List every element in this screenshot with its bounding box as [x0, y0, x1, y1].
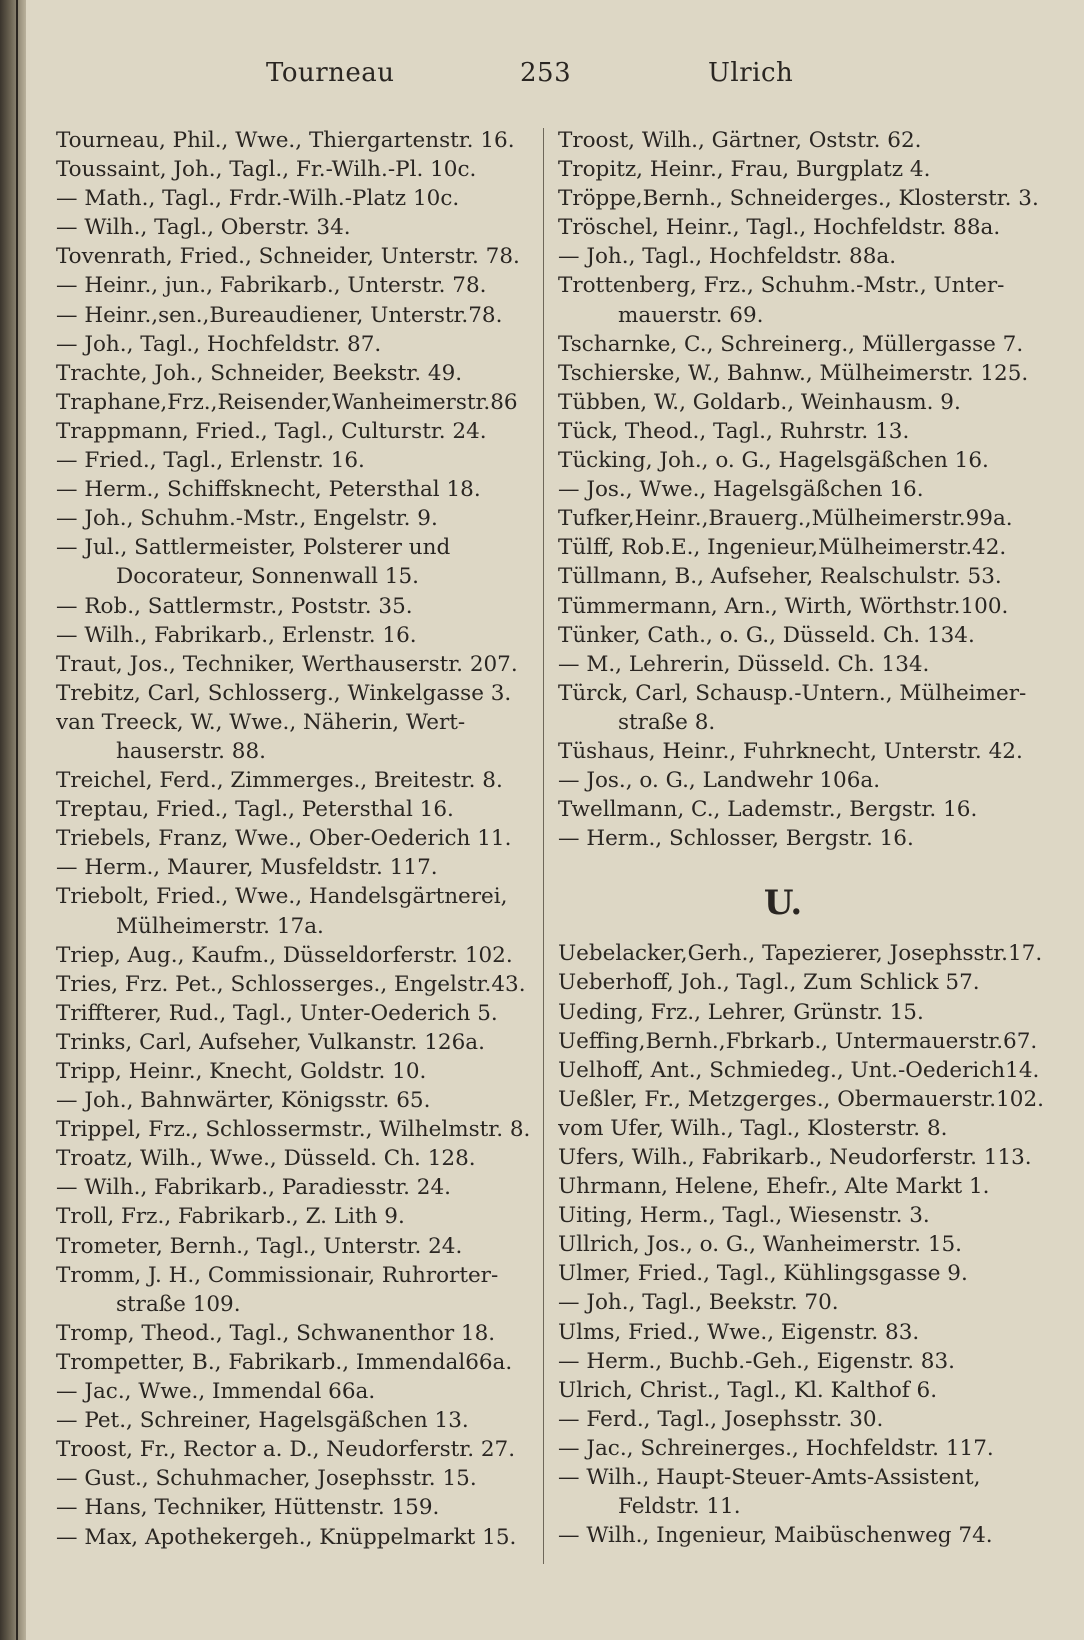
directory-entry: van Treeck, W., Wwe., Näherin, Wert-	[56, 709, 466, 735]
directory-entry: — Herm., Maurer, Musfeldstr. 117.	[56, 855, 438, 881]
directory-entry-continuation: Docorateur, Sonnenwall 15.	[116, 564, 419, 590]
directory-entry: Tübben, W., Goldarb., Weinhausm. 9.	[558, 389, 961, 415]
directory-entry: — Rob., Sattlermstr., Poststr. 35.	[56, 593, 413, 619]
book-gutter-line	[16, 0, 18, 1640]
directory-entry: Tovenrath, Fried., Schneider, Unterstr. 78.	[56, 244, 520, 270]
left-column	[56, 126, 536, 1552]
right-column	[558, 126, 1048, 1550]
directory-entry: Tripp, Heinr., Knecht, Goldstr. 10.	[56, 1059, 427, 1084]
directory-entry: Tropitz, Heinr., Frau, Burgplatz 4.	[558, 157, 931, 183]
directory-entry: Twellmann, C., Lademstr., Bergstr. 16.	[558, 797, 978, 823]
directory-entry: Troll, Frz., Fabrikarb., Z. Lith 9.	[56, 1204, 405, 1230]
directory-entry: Tries, Frz. Pet., Schlosserges., Engelstr.43.	[56, 971, 526, 997]
directory-entry: Uebelacker,Gerh., Tapezierer, Josephsstr.17.	[558, 941, 1043, 967]
directory-entry: Tüshaus, Heinr., Fuhrknecht, Unterstr. 42.	[558, 738, 1023, 764]
directory-entry-continuation: Mülheimerstr. 17a.	[116, 913, 324, 939]
directory-entry: Tüllmann, B., Aufseher, Realschulstr. 53.	[558, 564, 1002, 590]
directory-entry: Troost, Fr., Rector a. D., Neudorferstr. 27.	[56, 1437, 516, 1463]
directory-entry: — Joh., Schuhm.-Mstr., Engelstr. 9.	[56, 506, 438, 532]
directory-entry: Ueberhoff, Joh., Tagl., Zum Schlick 57.	[558, 970, 980, 996]
directory-entry: — Math., Tagl., Frdr.-Wilh.-Platz 10c.	[56, 186, 460, 212]
directory-entry: Treichel, Ferd., Zimmerges., Breitestr. 8.	[56, 768, 503, 794]
directory-entry: Triep, Aug., Kaufm., Düsseldorferstr. 102.	[56, 942, 513, 968]
directory-entry: Trippel, Frz., Schlossermstr., Wilhelmstr. 8.	[56, 1117, 531, 1143]
directory-entry-continuation: Feldstr. 11.	[618, 1494, 741, 1520]
directory-entry: Uelhoff, Ant., Schmiedeg., Unt.-Oederich14.	[558, 1057, 1040, 1083]
header-first-entry: Tourneau	[266, 58, 395, 88]
directory-entry-continuation: straße 109.	[116, 1291, 241, 1317]
directory-entry: Türck, Carl, Schausp.-Untern., Mülheimer-	[558, 680, 1027, 706]
directory-entry: — Jac., Wwe., Immendal 66a.	[56, 1379, 376, 1405]
directory-entry: — Heinr.,sen.,Bureaudiener, Unterstr.78.	[56, 302, 503, 328]
directory-entry-continuation: hauserstr. 88.	[116, 738, 266, 764]
directory-entry: Triebels, Franz, Wwe., Ober-Oederich 11.	[56, 826, 512, 852]
directory-entry: Tümmermann, Arn., Wirth, Wörthstr.100.	[558, 593, 1009, 619]
right-column-t-entries	[558, 126, 1048, 853]
directory-entry: Uhrmann, Helene, Ehefr., Alte Markt 1.	[558, 1174, 990, 1200]
directory-entry: — Wilh., Fabrikarb., Paradiesstr. 24.	[56, 1175, 451, 1201]
column-divider	[543, 860, 544, 1564]
directory-entry: Ueßler, Fr., Metzgerges., Obermauerstr.102.	[558, 1086, 1044, 1112]
directory-entry-continuation: straße 8.	[618, 709, 716, 735]
directory-entry: Tschierske, W., Bahnw., Mülheimerstr. 125.	[558, 360, 1029, 386]
directory-entry: — Herm., Schiffsknecht, Petersthal 18.	[56, 477, 481, 503]
directory-entry: Ullrich, Jos., o. G., Wanheimerstr. 15.	[558, 1232, 963, 1258]
directory-entry: — Wilh., Haupt-Steuer-Amts-Assistent,	[558, 1465, 981, 1491]
directory-entry: Trappmann, Fried., Tagl., Culturstr. 24.	[56, 418, 487, 444]
directory-entry: — Jos., o. G., Landwehr 106a.	[558, 768, 881, 794]
directory-entry: — Herm., Buchb.-Geh., Eigenstr. 83.	[558, 1348, 955, 1374]
directory-entry: Uiting, Herm., Tagl., Wiesenstr. 3.	[558, 1203, 930, 1229]
directory-entry: vom Ufer, Wilh., Tagl., Klosterstr. 8.	[558, 1115, 948, 1141]
right-column-u-entries	[558, 939, 1048, 1550]
directory-entry: Tülff, Rob.E., Ingenieur,Mülheimerstr.42.	[558, 535, 1007, 561]
page-number: 253	[520, 58, 572, 88]
directory-entry: Trachte, Joh., Schneider, Beekstr. 49.	[56, 360, 463, 386]
directory-entry: Ulrich, Christ., Tagl., Kl. Kalthof 6.	[558, 1377, 938, 1403]
directory-entry: Trompetter, B., Fabrikarb., Immendal66a.	[56, 1349, 513, 1375]
directory-entry: Treptau, Fried., Tagl., Petersthal 16.	[56, 797, 454, 823]
directory-entry: — Hans, Techniker, Hüttenstr. 159.	[56, 1495, 440, 1521]
directory-entry: Ufers, Wilh., Fabrikarb., Neudorferstr. 113.	[558, 1145, 1032, 1170]
directory-entry: — Joh., Tagl., Hochfeldstr. 87.	[56, 331, 382, 357]
directory-entry: Traut, Jos., Techniker, Werthauserstr. 207.	[56, 651, 518, 677]
directory-entry: — Joh., Tagl., Beekstr. 70.	[558, 1290, 839, 1316]
directory-entry: — Max, Apothekergeh., Knüppelmarkt 15.	[56, 1524, 517, 1550]
directory-entry: Tück, Theod., Tagl., Ruhrstr. 13.	[558, 418, 910, 444]
directory-entry: — Heinr., jun., Fabrikarb., Unterstr. 78.	[56, 273, 487, 299]
directory-entry: Trebitz, Carl, Schlosserg., Winkelgasse 3.	[56, 680, 512, 706]
directory-entry: Ueffing,Bernh.,Fbrkarb., Untermauerstr.67.	[558, 1028, 1038, 1054]
directory-entry: — Jul., Sattlermeister, Polsterer und	[56, 535, 451, 561]
directory-entry: Troatz, Wilh., Wwe., Düsseld. Ch. 128.	[56, 1146, 476, 1172]
header-last-entry: Ulrich	[708, 58, 794, 88]
running-header	[30, 58, 1084, 98]
directory-entry: Trottenberg, Frz., Schuhm.-Mstr., Unter-	[558, 273, 1005, 299]
directory-entry: — Wilh., Ingenieur, Maibüschenweg 74.	[558, 1523, 993, 1549]
directory-entry: Tröppe,Bernh., Schneiderges., Klosterstr. 3.	[558, 186, 1039, 212]
directory-entry: Tünker, Cath., o. G., Düsseld. Ch. 134.	[558, 622, 975, 648]
directory-entry: — Gust., Schuhmacher, Josephsstr. 15.	[56, 1466, 477, 1492]
directory-entry: Toussaint, Joh., Tagl., Fr.-Wilh.-Pl. 10c.	[56, 157, 477, 183]
directory-entry: — Jac., Schreinerges., Hochfeldstr. 117.	[558, 1435, 994, 1461]
directory-entry: — Herm., Schlosser, Bergstr. 16.	[558, 826, 914, 852]
directory-entry: Trinks, Carl, Aufseher, Vulkanstr. 126a.	[56, 1029, 485, 1055]
directory-entry-continuation: mauerstr. 69.	[618, 302, 764, 328]
directory-entry: — Joh., Tagl., Hochfeldstr. 88a.	[558, 244, 897, 270]
directory-entry: — Fried., Tagl., Erlenstr. 16.	[56, 448, 365, 474]
directory-entry: Tscharnke, C., Schreinerg., Müllergasse 7.	[558, 331, 1024, 357]
directory-entry: — Ferd., Tagl., Josephsstr. 30.	[558, 1406, 884, 1432]
directory-page	[30, 0, 1084, 1640]
directory-entry: Tufker,Heinr.,Brauerg.,Mülheimerstr.99a.	[558, 506, 1013, 532]
directory-entry: Tücking, Joh., o. G., Hagelsgäßchen 16.	[558, 448, 989, 474]
directory-entry: Troost, Wilh., Gärtner, Oststr. 62.	[558, 128, 922, 153]
directory-entry: — M., Lehrerin, Düsseld. Ch. 134.	[558, 651, 930, 677]
directory-entry: — Joh., Bahnwärter, Königsstr. 65.	[56, 1088, 431, 1114]
directory-entry: Tromm, J. H., Commissionair, Ruhrorter-	[56, 1262, 499, 1288]
directory-entry: Traphane,Frz.,Reisender,Wanheimerstr.86	[56, 389, 518, 415]
directory-entry: — Wilh., Tagl., Oberstr. 34.	[56, 215, 351, 241]
directory-entry: Ulmer, Fried., Tagl., Kühlingsgasse 9.	[558, 1261, 968, 1287]
directory-entry: Triffterer, Rud., Tagl., Unter-Oederich 5.	[56, 1000, 498, 1026]
directory-entry: — Pet., Schreiner, Hagelsgäßchen 13.	[56, 1408, 469, 1434]
book-spine-shadow	[0, 0, 26, 1640]
section-letter-u: U.	[763, 883, 803, 924]
directory-entry: Ulms, Fried., Wwe., Eigenstr. 83.	[558, 1319, 920, 1345]
directory-entry: — Wilh., Fabrikarb., Erlenstr. 16.	[56, 622, 417, 648]
directory-entry: Tromp, Theod., Tagl., Schwanenthor 18.	[56, 1320, 496, 1346]
directory-entry: — Jos., Wwe., Hagelsgäßchen 16.	[558, 477, 924, 503]
directory-entry: Tröschel, Heinr., Tagl., Hochfeldstr. 88a.	[558, 215, 1001, 241]
directory-entry: Trometer, Bernh., Tagl., Unterstr. 24.	[56, 1233, 463, 1259]
directory-entry: Triebolt, Fried., Wwe., Handelsgärtnerei,	[56, 884, 508, 910]
directory-entry: Tourneau, Phil., Wwe., Thiergartenstr. 16.	[56, 128, 515, 153]
column-divider	[543, 128, 544, 864]
directory-entry: Ueding, Frz., Lehrer, Grünstr. 15.	[558, 999, 924, 1025]
